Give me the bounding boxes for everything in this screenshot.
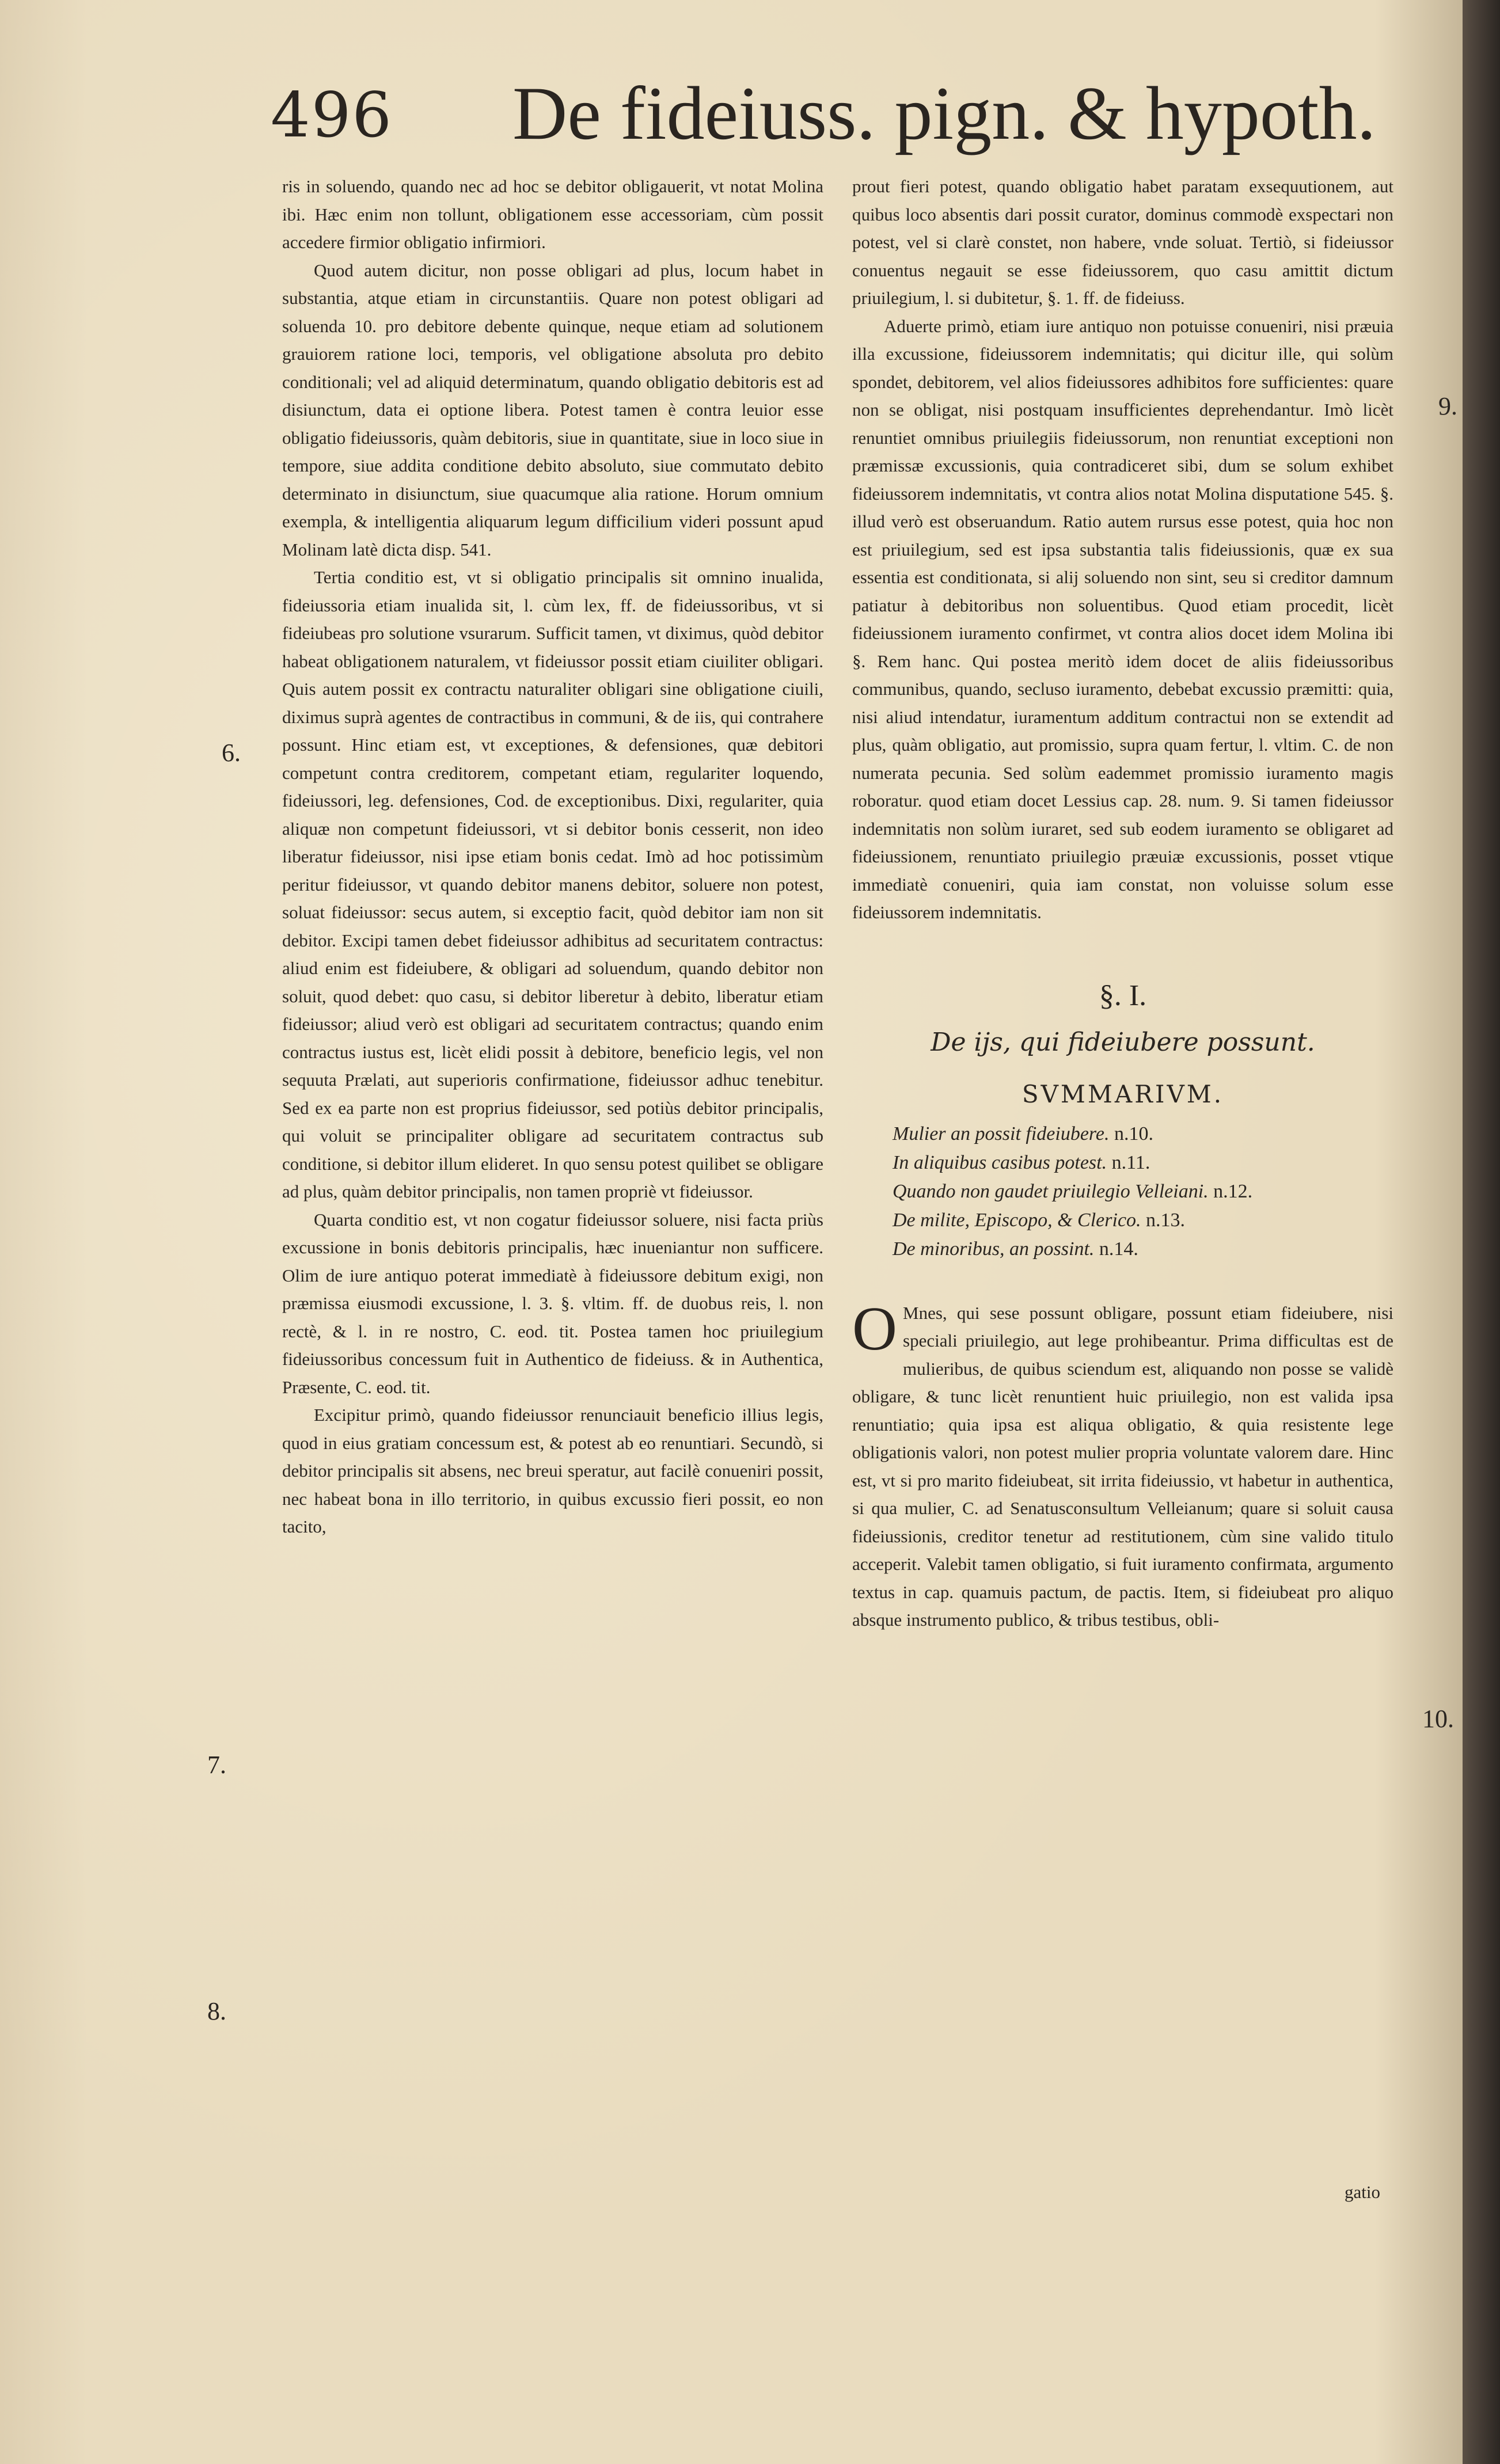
- page-number: 496: [271, 79, 393, 151]
- left-column: [282, 173, 823, 1541]
- summary-item: [893, 1206, 1393, 1235]
- section-body-text: Mnes, qui sese possunt obligare, possunt etiam fideiubere, nisi speciali priuilegio, aut lege prohibeantur. Prima difficultas est de mulieribus, de quibus sciendum est, aliquando non posse se validè obligare, & tunc licèt renuntient huic priuilegio, non est valida ipsa renuntiatio; quia ipsa est aliqua obligatio, & quia resistente lege obligationis valori, non potest mulier propria voluntate valorem dare. Hinc est, vt si pro marito fideiubeat, sit irrita fideiussio, vt habetur in authentica, si qua mulier, C. ad Senatusconsultum Velleianum; quare si soluit causa fideiussionis, creditor tenetur ad restitutionem, cùm sine valido titulo acceperit. Valebit tamen obligatio, si fuit iuramento confirmata, argumento textus in cap. quamuis pactum, de pactis. Item, si fideiubeat pro aliquo absque instrumento publico, & tribus testibus, obli-: [852, 1302, 1393, 1630]
- paragraph: Quod autem dicitur, non posse obligari ad plus, locum habet in substantia, atque etiam in circunstantiis. Quare non potest obligari ad soluenda 10. pro debitore debente quinque, neque etiam ad solutionem grauiorem ratione loci, temporis, vel obligatione absoluta pro debito conditionali; vel ad aliquid determinatum, quando obligatio debitoris est ad disiunctum, data ei optione libera. Potest tamen è contra leuior esse obligatio fideiussoris, quàm debitoris, siue in quantitate, siue in loco siue in tempore, siue addita conditione debito absoluto, siue commutato debito determinato in disiunctum, siue quacumque alia ratione. Horum omnium exempla, & intelligentia aliquarum legum difficilium videri possunt apud Molinam latè dicta disp. 541.: [282, 260, 823, 560]
- section-title: De ijs, qui fideiubere possunt.: [931, 1027, 1315, 1057]
- summary-ref: n.12.: [1213, 1180, 1253, 1202]
- summary-ref: n.14.: [1099, 1238, 1138, 1260]
- drop-cap: O: [852, 1294, 897, 1363]
- summary-item: [893, 1235, 1393, 1264]
- summary-text: Mulier an possit fideiubere.: [893, 1123, 1110, 1144]
- summary-text: De minoribus, an possint.: [893, 1238, 1095, 1260]
- margin-number-6: 6.: [222, 739, 241, 767]
- summary-item: [893, 1149, 1393, 1177]
- margin-number-9: 9.: [1438, 392, 1457, 420]
- catchword: gatio: [1345, 2182, 1380, 2202]
- summary-ref: n.10.: [1114, 1123, 1153, 1144]
- summary-ref: n.11.: [1111, 1151, 1150, 1173]
- running-head: [271, 69, 1376, 161]
- summary-text: De milite, Episcopo, & Clerico.: [893, 1209, 1141, 1231]
- summary-text: Quando non gaudet priuilegio Velleiani.: [893, 1180, 1209, 1202]
- summary-text: In aliquibus casibus potest.: [893, 1151, 1107, 1173]
- summary-item: [893, 1177, 1393, 1206]
- paragraph: Quarta conditio est, vt non cogatur fideiussor soluere, nisi facta priùs excussione in bonis debitoris principalis, hæc inueniantur non sufficere. Olim de iure antiquo poterat immediatè à fideiussore debitum exigi, non præmissa eiusmodi excussione, l. 3. §. vltim. ff. de duobus reis, l. non rectè, & l. in re nostro, C. eod. tit. Postea tamen hoc priuilegium fideiussoribus concessum fuit in Authentico de fideiuss. & in Authentica, Præsente, C. eod. tit.: [282, 1209, 823, 1397]
- summary-ref: n.13.: [1146, 1209, 1186, 1231]
- running-title: De fideiuss. pign. & hypoth.: [512, 71, 1376, 155]
- book-edge: [1463, 0, 1500, 2464]
- paragraph: ris in soluendo, quando nec ad hoc se debitor obligauerit, vt notat Molina ibi. Hæc enim non tollunt, obligationem esse accessoriam, cùm possit accedere firmior obligatio infirmiori.: [282, 176, 823, 252]
- margin-number-7: 7.: [207, 1751, 226, 1779]
- paragraph: prout fieri potest, quando obligatio habet paratam exsequutionem, aut quibus loco absentis dari possit curator, dominus commodè exspectari non potest, vel si clarè constet, non habere, vnde soluat. Tertiò, si fideiussor conuentus negauit se esse fideiussorem, quo casu amittit dictum priuilegium, l. si dubitetur, §. 1. ff. de fideiuss.: [852, 176, 1393, 308]
- paragraph: Aduerte primò, etiam iure antiquo non potuisse conueniri, nisi præuia illa excussione, fideiussorem indemnitatis; qui dicitur ille, qui solùm spondet, debitorem, vel alios fideiussores adhibitos fore sufficientes: quare non se obligat, nisi postquam insufficientes deprehendantur. Imò licèt renuntiet omnibus priuilegiis fideiussorum, non renuntiat exceptioni non præmissæ excussionis, quia contradiceret sibi, dum se solum exhibet fideiussorem indemnitatis, vt contra alios notat Molina disputatione 545. §. illud verò est obseruandum. Ratio autem rursus esse potest, quia hoc non est priuilegium, sed est ipsa substantia talis fideiussionis, quæ ex sua essentia est conditionata, si alij soluendo non sint, seu si creditor damnum patiatur à debitoribus non soluentibus. Quod etiam procedit, licèt fideiussionem iuramento confirmet, vt contra alios docet idem Molina ibi §. Rem hanc. Qui postea meritò idem docet de aliis fideiussoribus communibus, quando, secluso iuramento, debebat excussio præmitti: quia, nisi aliud intendatur, iuramentum additum contractui non se extendit ad plus, quàm obligatio, aut promissio, supra quam fertur, l. vltim. C. de non numerata pecunia. Sed solùm eademmet promissio iuramento magis roboratur. quod etiam docet Lessius cap. 28. num. 9. Si tamen fideiussor indemnitatis non solùm iuraret, sed sub eodem iuramento se obligaret ad fideiussionem, renuntiato priuilegio præuiæ excussionis, posset vtique immediatè conueniri, quia iam constat, non voluisse solum esse fideiussorem indemnitatis.: [852, 315, 1393, 922]
- paragraph: Excipitur primò, quando fideiussor renunciauit beneficio illius legis, quod in eius gratiam concessum est, & potest ab eo renuntiari. Secundò, si debitor principalis sit absens, nec breui speratur, aut facilè conueniri possit, nec habeat bona in illo territorio, in quibus excussio fieri possit, eo non tacito,: [282, 1405, 823, 1537]
- section-mark: §. I.: [1099, 979, 1147, 1012]
- margin-number-8: 8.: [207, 1997, 226, 2025]
- summary-heading: SVMMARIVM.: [1021, 1079, 1224, 1108]
- margin-number-10: 10.: [1422, 1705, 1454, 1733]
- section-body: [852, 1294, 1393, 1634]
- summary-item: [893, 1120, 1393, 1149]
- right-column: [852, 173, 1393, 1634]
- paragraph: Tertia conditio est, vt si obligatio principalis sit omnino inualida, fideiussoria etiam inualida sit, l. cùm lex, ff. de fideiussoribus, vt si fideiubeas pro solutione vsurarum. Sufficit tamen, vt diximus, quòd debitor habeat obligationem naturalem, vt fideiussor possit etiam ciuiliter obligari. Quis autem possit ex contractu naturaliter obligari sine obligatione ciuili, diximus suprà agentes de contractibus in communi, & de iis, qui contrahere possunt. Hinc etiam est, vt exceptiones, & defensiones, quæ debitori competunt contra creditorem, competant etiam, regulariter loquendo, fideiussori, leg. defensiones, Cod. de exceptionibus. Dixi, regulariter, quia aliquæ non competunt fideiussori, vt si debitor bonis cesserit, non ideo liberatur fideiussor, nisi ipse etiam bonis cedat. Imò ad hoc potissimùm peritur fideiussor, vt quando debitor manens debitor, soluere non potest, soluat fideiussor: secus autem, si exceptio facit, quòd debitor iam non sit debitor. Excipi tamen debet fideiussor adhibitus ad securitatem contractus: aliud enim est fideiubere, & obligari ad soluendum, quando debitor non soluit, quod debet: quo casu, si debitor liberetur à debito, liberatur etiam fideiussor; aliud verò est obligari ad securitatem contractus; quando enim contractus iustus est, licèt elidi possit à debitore, beneficio legis, vel non sequuta Prælati, aut superioris confirmatione, fideiussor adhuc tenebitur. Sed ex ea parte non est proprius fideiussor, sed potiùs debitor principalis, qui voluit se principaliter obligare ad securitatem contractus sub conditione, si debitor illum elideret. In quo sensu potest quilibet se obligare ad plus, quàm debitor principalis, non tamen propriè vt fideiussor.: [282, 567, 823, 1201]
